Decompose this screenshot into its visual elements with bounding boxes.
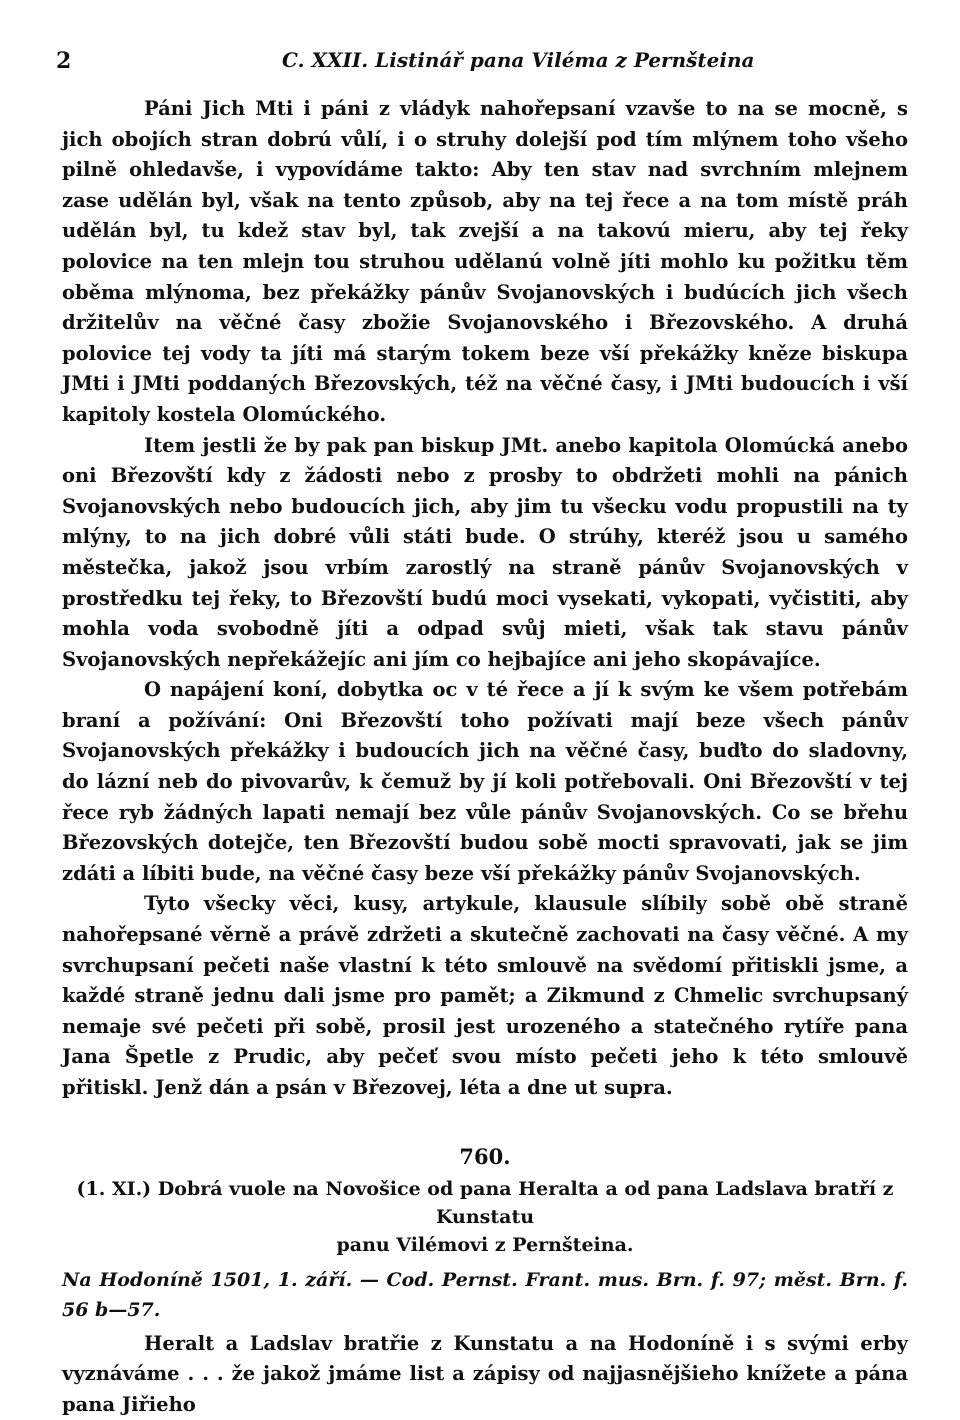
- paragraph: Item jestli že by pak pan biskup JMt. anebo kapitola Olomúcká anebo oni Březovští kdy z žádosti nebo z prosby to obdržeti mohli na pánich Svojanovských nebo budoucích jich, aby jim tu všecku vodu propustili na ty mlýny, to na jich dobré vůli státi bude. O strúhy, kteréž jsou u samého městečka, jakož jsou vrbím zarostlý na straně pánův Svojanovských v prostředku tej řeky, to Březovští budú moci vysekati, vykopati, vyčistiti, aby mohla voda svobodně jíti a odpad svůj mieti, však tak stavu pánův Svojanovských nepřekážejíc ani jím co hejbajíce ani jeho skopávajíce.: [62, 433, 908, 671]
- running-title: C. XXII. Listinář pana Viléma z Pernšteina: [282, 48, 755, 72]
- source-note: Na Hodoníně 1501, 1. září. — Cod. Pernst. Frant. mus. Brn. f. 97; měst. Brn. f. 56 b—57.: [62, 1268, 908, 1321]
- paragraph: Tyto všecky věci, kusy, artykule, klausule slíbily sobě obě straně nahořepsané věrně a právě zdržeti a skutečně zachovati na časy věčné. A my svrchupsaní pečeti naše vlastní k této smlouvě na svědomí přitiskli jsme, a každé straně jednu dali jsme pro pamět; a Zikmund z Chmelic svrchupsaný nemaje své pečeti při sobě, prosil jest urozeného a statečného rytíře pana Jana Špetle z Prudic, aby pečeť svou místo pečeti jeho k této smlouvě přitiskl. Jenž dán a psán v Březovej, léta a dne ut supra.: [62, 892, 908, 1099]
- document-opening: [62, 1329, 908, 1420]
- document-summary: [62, 1175, 908, 1259]
- charter-body: [62, 94, 908, 1104]
- page-number: 2: [56, 48, 72, 74]
- summary-line: (1. XI.) Dobrá vuole na Novošice od pana Heralta a od pana Ladslava bratří z Kunstatu: [76, 1177, 894, 1228]
- summary-line: panu Vilémovi z Pernšteina.: [336, 1233, 634, 1256]
- paragraph: O napájení koní, dobytka oc v té řece a jí k svým ke všem potřebám braní a požívání: Oni Březovští toho požívati mají beze všech pánův Svojanovských překážky i budoucích jich na věčné časy, buďto do sladovny, do lázní neb do pivovarův, k čemuž by jí koli potřebovali. Oni Březovští v tej řece ryb žádných lapati nemají bez vůle pánův Svojanovských. Co se břehu Březovských dotejče, ten Březovští budou sobě mocti spravovati, jak se jim zdáti a líbiti bude, na věčné časy beze vší překážky pánův Svojanovských.: [62, 678, 908, 885]
- document-number: 760.: [459, 1143, 511, 1169]
- paragraph: Páni Jich Mti i páni z vládyk nahořepsaní vzavše to na se mocně, s jich obojích stran dobrú vůlí, i o struhy dolejší pod tím mlýnem toho všeho pilně ohledavše, i vypovídáme takto: Aby ten stav nad svrchním mlejnem zase udělán byl, však na tento způsob, aby na tej řece a na tom místě práh udělán byl, tu kdež stav byl, tak zvejší a na takovú mieru, aby tej řeky polovice na ten mlejn tou struhou udělanú volně jíti mohlo ku požitku těm oběma mlýnoma, bez překážky pánův Svojanovských i budúcích jich všech držitelův na věčné časy zbožie Svojanovského i Březovského. A druhá polovice tej vody ta jíti má starým tokem beze vší překážky kněze biskupa JMti i JMti poddaných Březovských, též na věčné časy, i JMti budoucích i vší kapitoly kostela Olomúckého.: [62, 97, 908, 426]
- paragraph: Heralt a Ladslav bratřie z Kunstatu a na Hodoníně i s svými erby vyznáváme . . . že jakož jmáme list a zápisy od najjasnějšieho knížete a pána pana Jiřieho: [62, 1331, 908, 1416]
- page-header: [56, 44, 908, 84]
